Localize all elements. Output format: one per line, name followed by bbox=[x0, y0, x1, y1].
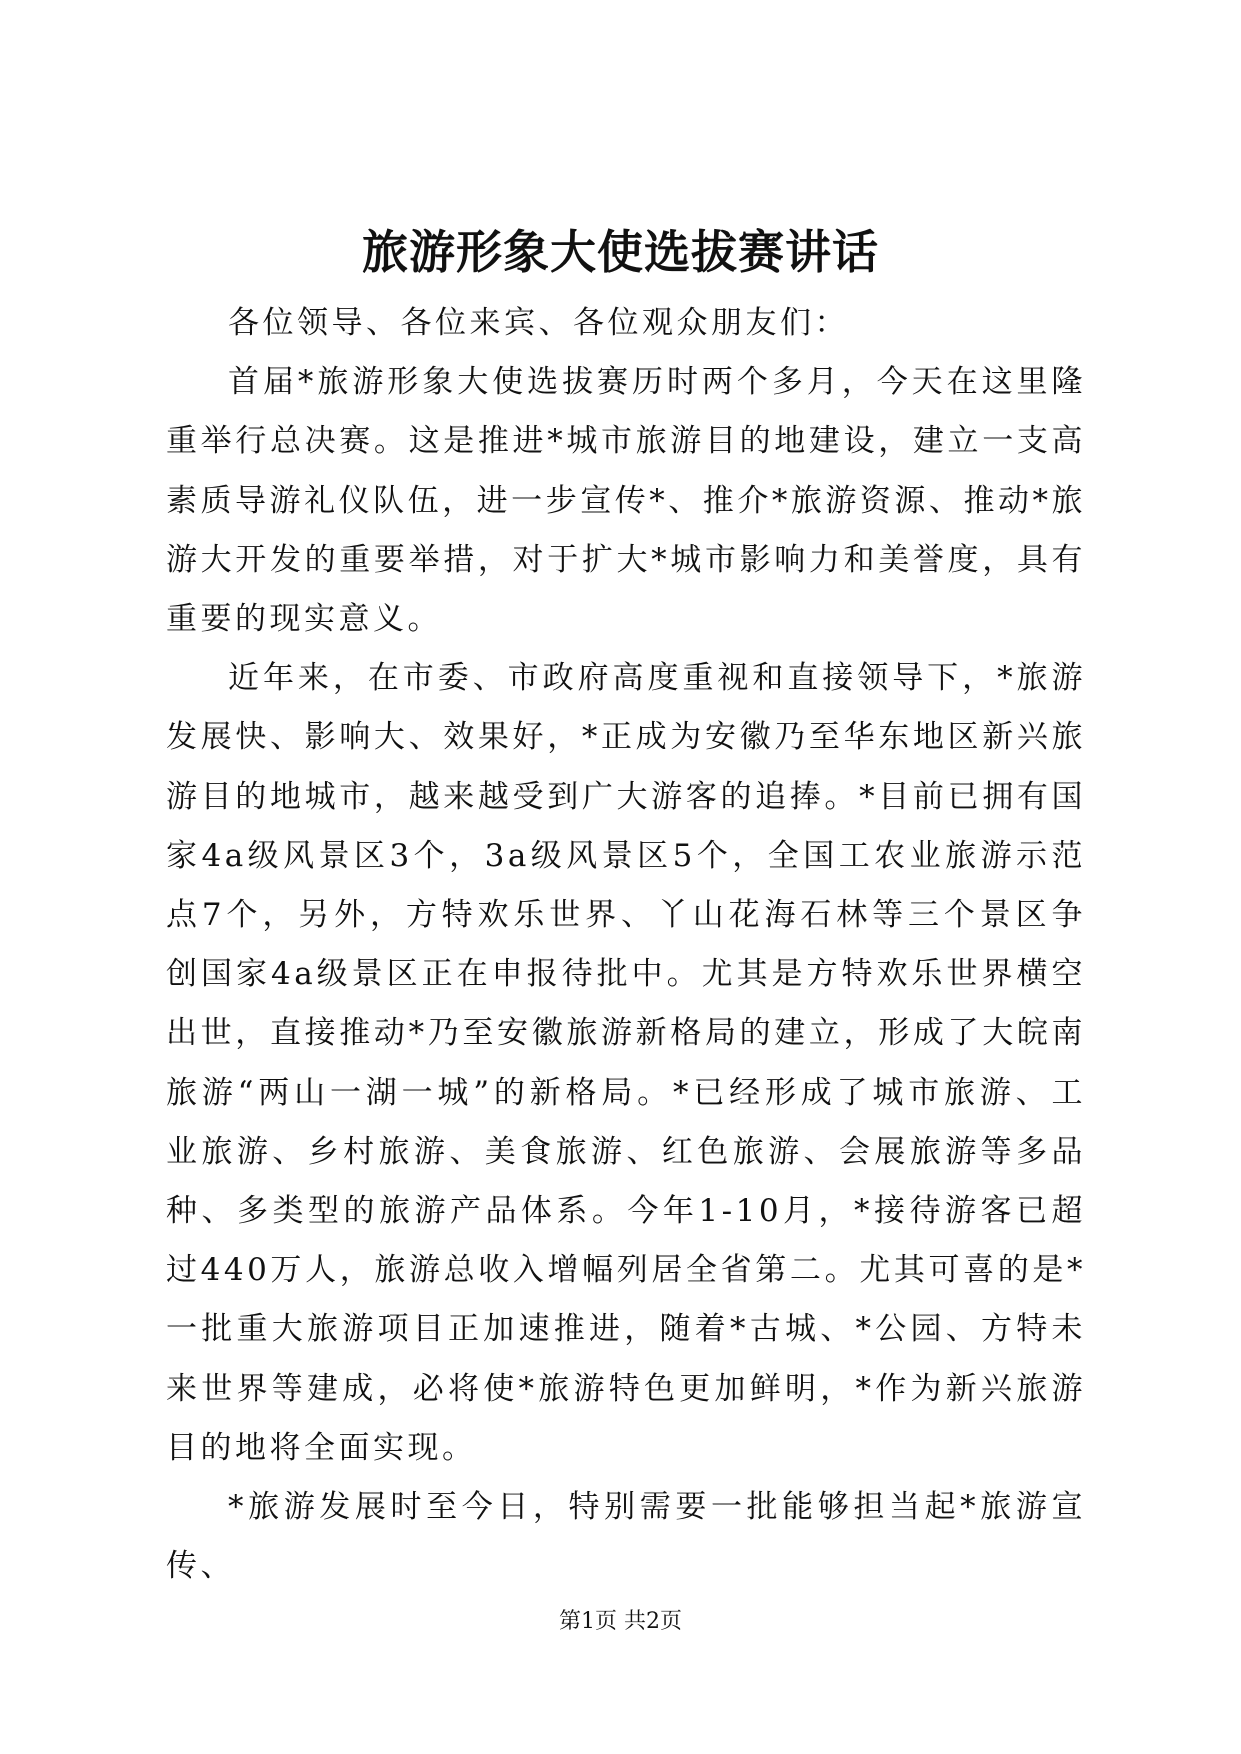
paragraph-intro: 首届*旅游形象大使选拔赛历时两个多月，今天在这里隆重举行总决赛。这是推进*城市旅游目的地建设，建立一支高素质导游礼仪队伍，进一步宣传*、推介*旅游资源、推动*旅游大开发的重要举措，对于扩大*城市影响力和美誉度，具有重要的现实意义。 bbox=[166, 364, 1086, 638]
page-footer: 第1页 共2页 bbox=[559, 1609, 682, 1634]
paragraph-continued: *旅游发展时至今日，特别需要一批能够担当起*旅游宣传、 bbox=[166, 1489, 1086, 1585]
paragraph-greeting: 各位领导、各位来宾、各位观众朋友们： bbox=[228, 305, 849, 341]
document-title: 旅游形象大使选拔赛讲话 bbox=[362, 225, 879, 279]
document-body bbox=[166, 294, 1086, 1596]
paragraph-development: 近年来，在市委、市政府高度重视和直接领导下，*旅游发展快、影响大、效果好，*正成为安徽乃至华东地区新兴旅游目的地城市，越来越受到广大游客的追捧。*目前已拥有国家4a级风景区3个，3a级风景区5个，全国工农业旅游示范点7个，另外，方特欢乐世界、丫山花海石林等三个景区争创国家4a级景区正在申报待批中。尤其是方特欢乐世界横空出世，直接推动*乃至安徽旅游新格局的建立，形成了大皖南旅游“两山一湖一城”的新格局。*已经形成了城市旅游、工业旅游、乡村旅游、美食旅游、红色旅游、会展旅游等多品种、多类型的旅游产品体系。今年1-10月，*接待游客已超过440万人，旅游总收入增幅列居全省第二。尤其可喜的是*一批重大旅游项目正加速推进，随着*古城、*公园、方特未来世界等建成，必将使*旅游特色更加鲜明，*作为新兴旅游目的地将全面实现。 bbox=[166, 660, 1086, 1466]
